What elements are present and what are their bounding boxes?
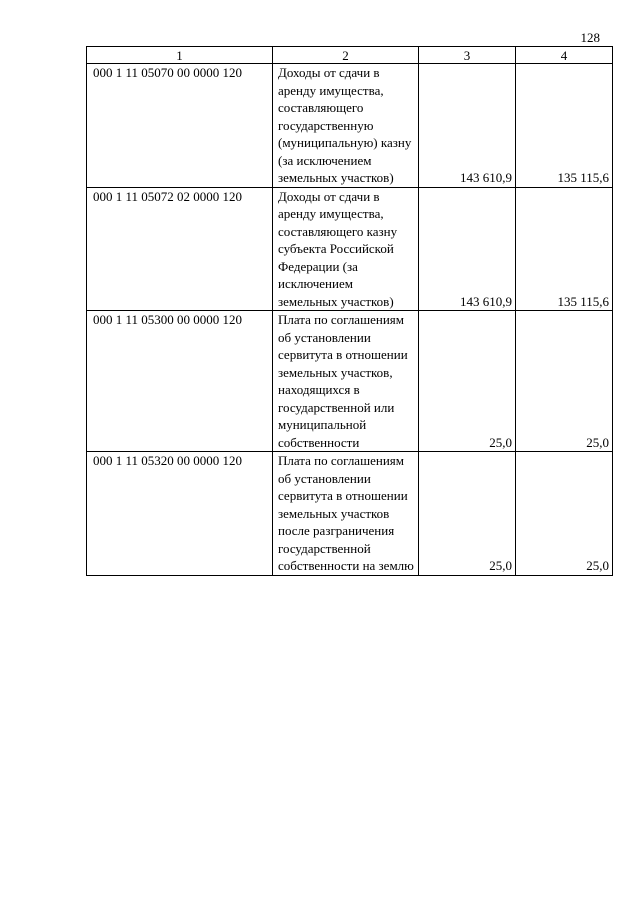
revenue-name-cell: Плата по соглашениям об установлении сервитута в отношении земельных участков, находящихся в государственной или муниципальной собственности <box>273 311 419 452</box>
column-header-4: 4 <box>516 47 613 64</box>
amount-cell-col4: 135 115,6 <box>516 187 613 311</box>
column-header-1: 1 <box>87 47 273 64</box>
table-row <box>87 64 613 188</box>
amount-cell-col4: 135 115,6 <box>516 64 613 188</box>
table-row <box>87 311 613 452</box>
page-number: 128 <box>580 30 600 45</box>
budget-revenue-table <box>86 46 613 576</box>
amount-cell-col3: 25,0 <box>419 452 516 576</box>
revenue-name-cell: Доходы от сдачи в аренду имущества, составляющего казну субъекта Российской Федерации (за исключением земельных участков) <box>273 187 419 311</box>
column-header-3: 3 <box>419 47 516 64</box>
budget-code-cell: 000 1 11 05070 00 0000 120 <box>87 64 273 188</box>
amount-cell-col4: 25,0 <box>516 452 613 576</box>
budget-code-cell: 000 1 11 05072 02 0000 120 <box>87 187 273 311</box>
revenue-name-cell: Доходы от сдачи в аренду имущества, составляющего государственную (муниципальную) казну (за исключением земельных участков) <box>273 64 419 188</box>
table-row <box>87 452 613 576</box>
amount-cell-col4: 25,0 <box>516 311 613 452</box>
amount-cell-col3: 143 610,9 <box>419 64 516 188</box>
table-header-row <box>87 47 613 64</box>
table-row <box>87 187 613 311</box>
amount-cell-col3: 143 610,9 <box>419 187 516 311</box>
budget-code-cell: 000 1 11 05320 00 0000 120 <box>87 452 273 576</box>
amount-cell-col3: 25,0 <box>419 311 516 452</box>
revenue-name-cell: Плата по соглашениям об установлении сервитута в отношении земельных участков после разграничения государственной собственности на землю <box>273 452 419 576</box>
budget-code-cell: 000 1 11 05300 00 0000 120 <box>87 311 273 452</box>
column-header-2: 2 <box>273 47 419 64</box>
